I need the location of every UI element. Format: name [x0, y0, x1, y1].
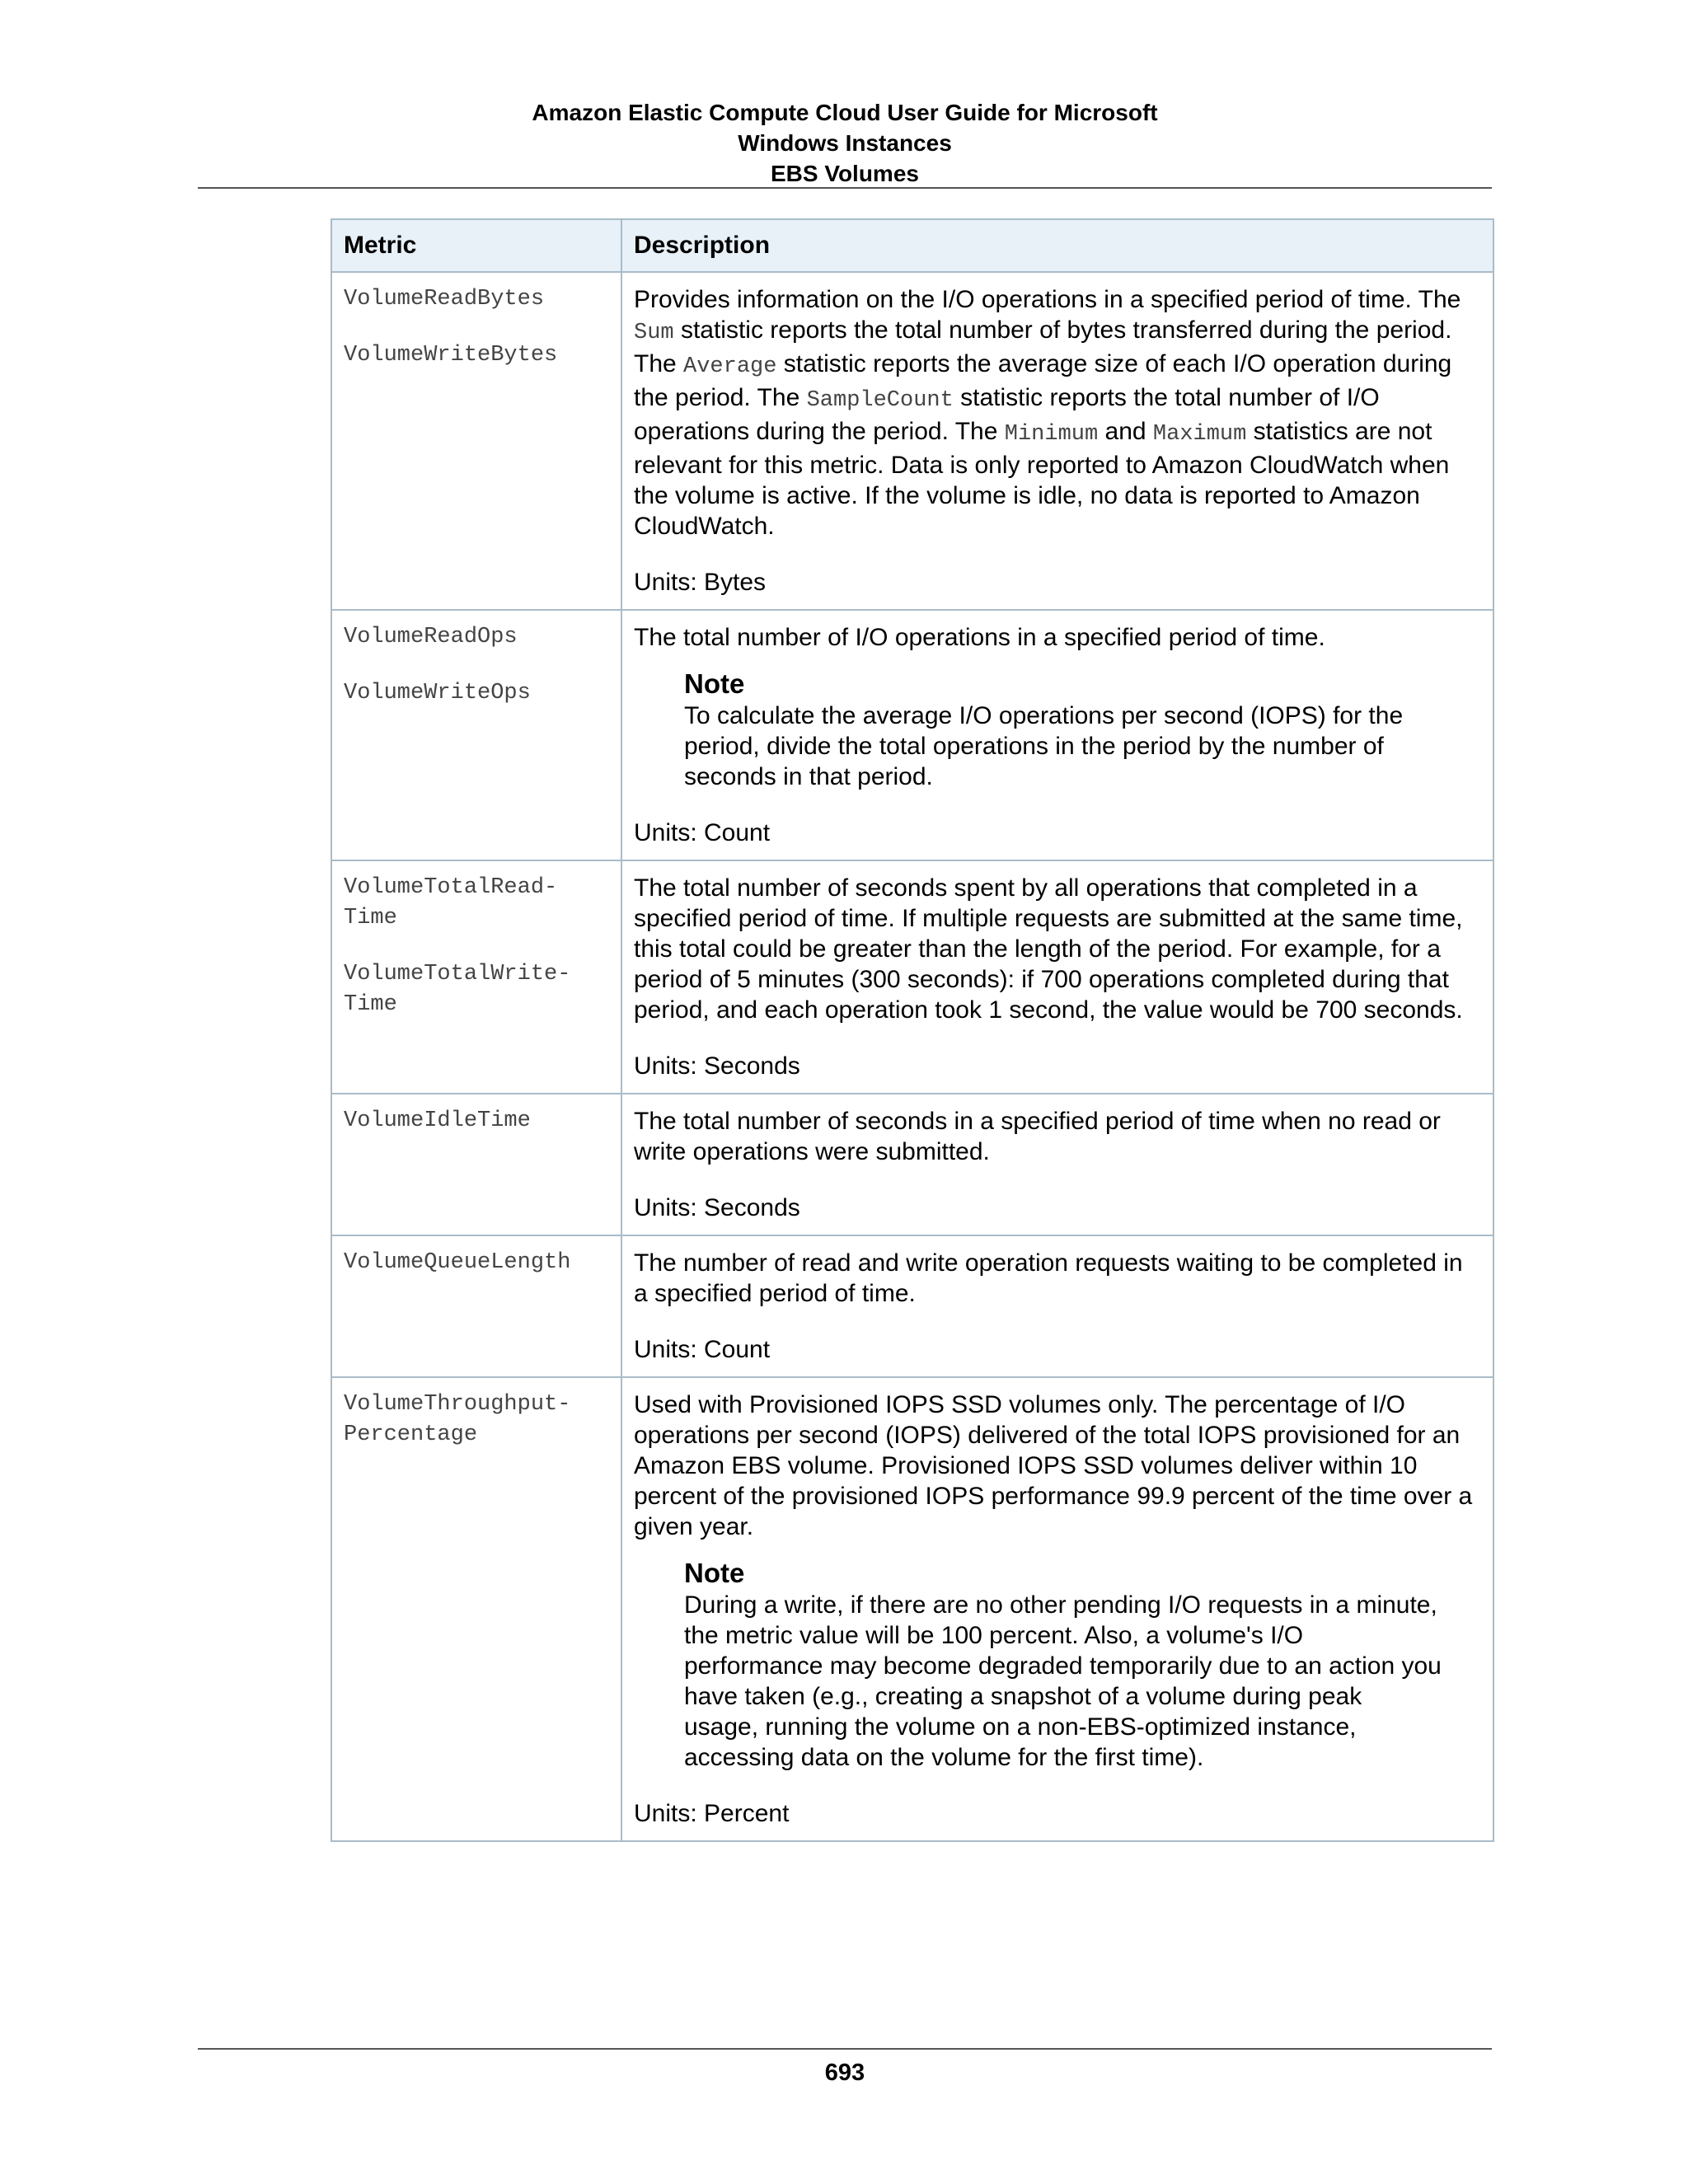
footer-rule	[198, 2048, 1492, 2050]
note-body: During a write, if there are no other pending I/O requests in a minute, the metric value will be 100 percent. Also, a volume's I/O performance may become degraded temporarily due to an action you have taken (e.g., creating a snapshot of a volume during peak usage, running the volume on a non-EBS-optimized instance, accessing data on the volume for the first time).	[684, 1591, 1442, 1771]
metric-cell	[331, 1235, 621, 1377]
metric-cell	[331, 610, 621, 860]
description-fragment: statistic reports the total number of bytes transferred during the period. The	[634, 316, 1452, 377]
code-term: Average	[683, 354, 777, 379]
metric-name: VolumeReadOps	[344, 625, 518, 649]
description-cell	[621, 1235, 1493, 1377]
table-row	[331, 610, 1493, 860]
table-row	[331, 1235, 1493, 1377]
metric-name: VolumeIdleTime	[344, 1108, 531, 1133]
description-cell	[621, 610, 1493, 860]
units-text: Units: Seconds	[634, 1194, 800, 1221]
units-text: Units: Count	[634, 819, 771, 846]
description-text: The number of read and write operation requests waiting to be completed in a specified period of time.	[634, 1249, 1463, 1307]
description-fragment: and	[1098, 418, 1153, 445]
metric-name: VolumeQueueLength	[344, 1250, 571, 1275]
metrics-table	[331, 218, 1494, 1842]
metric-cell	[331, 860, 621, 1094]
metric-name: VolumeReadBytes	[344, 287, 545, 312]
description-text: Used with Provisioned IOPS SSD volumes only. The percentage of I/O operations per second (IOPS) delivered of the total IOPS provisioned for an Amazon EBS volume. Provisioned IOPS SSD volumes deliver within 10 percent of the provisioned IOPS performance 99.9 percent of the time over a given year.	[634, 1391, 1473, 1540]
note-title: Note	[684, 668, 745, 699]
description-cell	[621, 1377, 1493, 1841]
metric-name: VolumeWriteBytes	[344, 343, 558, 368]
metric-name-part: VolumeTotalWrite-	[344, 962, 571, 987]
description-text: The total number of seconds spent by all operations that completed in a specified period of time. If multiple requests are submitted at the same time, this total could be greater than the length of the period. For example, for a period of 5 minutes (300 seconds): if 700 operations completed during that period, and each operation took 1 second, the value would be 700 seconds.	[634, 874, 1463, 1024]
description-text	[634, 284, 1483, 541]
table-row	[331, 860, 1493, 1094]
metric-name	[344, 1390, 611, 1451]
description-fragment: statistics are not relevant for this metric. Data is only reported to Amazon CloudWatch when the volume is active. If the volume is idle, no data is reported to Amazon CloudWatch.	[634, 418, 1450, 540]
units-text: Units: Percent	[634, 1800, 790, 1827]
metric-name	[344, 959, 611, 1020]
header-rule	[198, 187, 1492, 189]
units-text: Units: Count	[634, 1336, 771, 1363]
units-text: Units: Bytes	[634, 569, 767, 596]
description-text: The total number of seconds in a specified period of time when no read or write operations were submitted.	[634, 1108, 1441, 1165]
metric-name-part: VolumeThroughput-	[344, 1392, 571, 1417]
page-number: 693	[824, 2060, 865, 2086]
metric-cell	[331, 1377, 621, 1841]
code-term: Sum	[634, 321, 674, 345]
code-term: Maximum	[1152, 422, 1247, 447]
table-row	[331, 1377, 1493, 1841]
table-row	[331, 272, 1493, 610]
metric-name-part: Time	[344, 992, 397, 1017]
description-fragment: Provides information on the I/O operations in a specified period of time. The	[634, 286, 1461, 313]
description-cell	[621, 1094, 1493, 1235]
description-text: The total number of I/O operations in a specified period of time.	[634, 624, 1325, 651]
description-cell	[621, 860, 1493, 1094]
page-header	[198, 97, 1492, 189]
column-header-description: Description	[621, 219, 1493, 272]
note-box	[684, 1557, 1442, 1773]
code-term: Minimum	[1004, 422, 1099, 447]
metric-cell	[331, 272, 621, 610]
metric-name	[344, 873, 611, 934]
units-text: Units: Seconds	[634, 1052, 800, 1080]
metric-name-part: Time	[344, 906, 397, 930]
metric-name-part: VolumeTotalRead-	[344, 875, 558, 900]
description-fragment: statistic reports the total number of I/O operations during the period. The	[634, 384, 1380, 445]
metric-name-part: Percentage	[344, 1422, 478, 1447]
note-body: To calculate the average I/O operations per second (IOPS) for the period, divide the total operations in the period by the number of seconds in that period.	[684, 702, 1404, 790]
header-section-title: EBS Volumes	[771, 161, 919, 186]
metric-name: VolumeWriteOps	[344, 681, 531, 705]
code-term: SampleCount	[806, 388, 954, 413]
table-header-row	[331, 219, 1493, 272]
note-box	[684, 668, 1442, 792]
note-title: Note	[684, 1558, 745, 1588]
description-fragment: statistic reports the average size of each I/O operation during the period. The	[634, 350, 1452, 411]
description-cell	[621, 272, 1493, 610]
metric-cell	[331, 1094, 621, 1235]
header-guide-title: Amazon Elastic Compute Cloud User Guide for Microsoft	[532, 100, 1158, 125]
header-guide-subtitle: Windows Instances	[738, 130, 952, 156]
table-row	[331, 1094, 1493, 1235]
column-header-metric: Metric	[331, 219, 621, 272]
